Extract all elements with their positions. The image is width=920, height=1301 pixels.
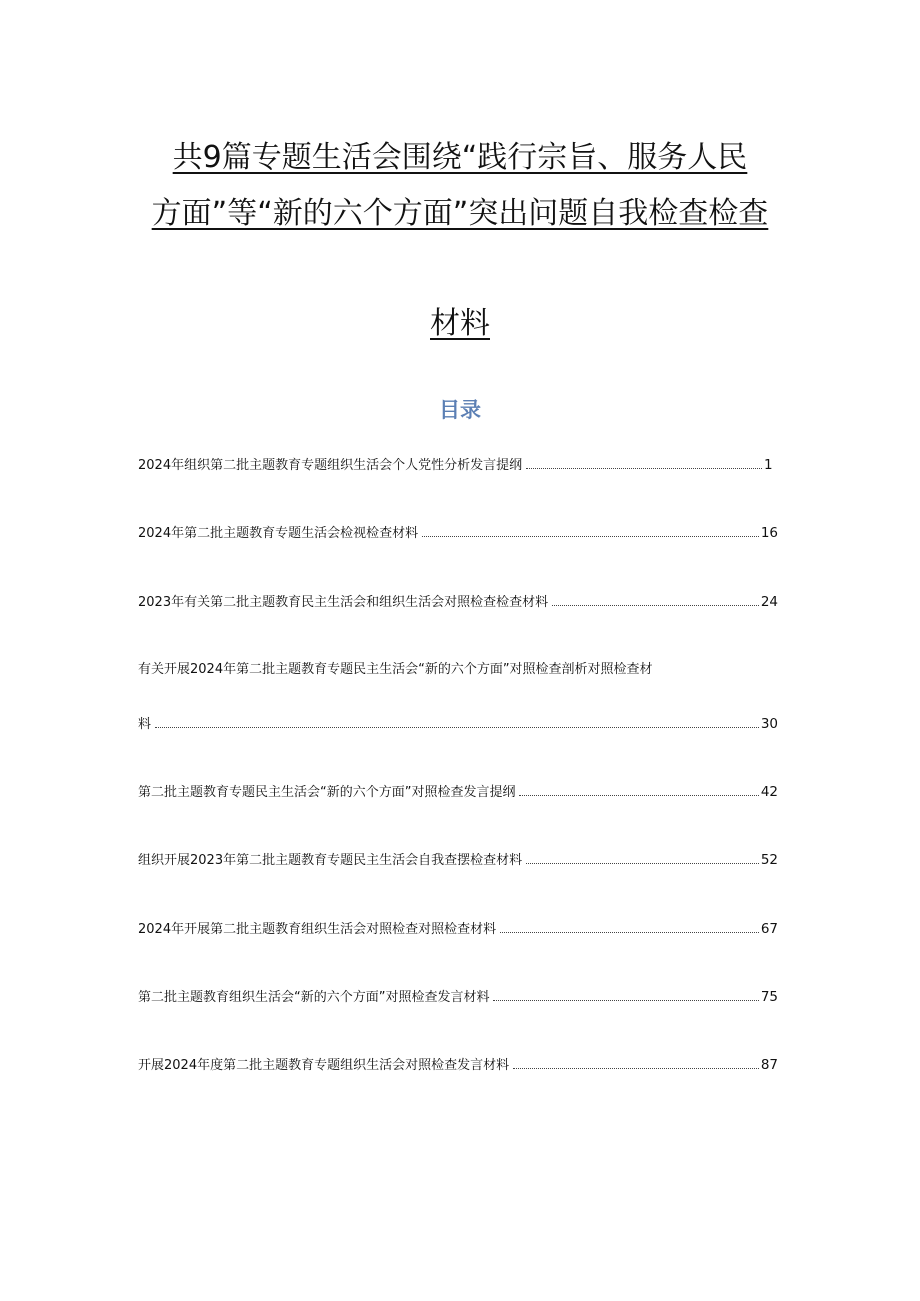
toc-entry-title: 2023年有关第二批主题教育民主生活会和组织生活会对照检查检查材料 (138, 595, 549, 610)
toc-leader-dots (552, 604, 759, 606)
document-title-line-1: 共9篇专题生活会围绕“践行宗旨、服务人民 (172, 140, 748, 175)
toc-entry-page: 1 (764, 457, 773, 473)
toc-leader-dots (513, 1067, 759, 1069)
toc-leader-dots (493, 999, 758, 1001)
toc-leader-dots (526, 467, 762, 469)
toc-entry-title: 第二批主题教育专题民主生活会“新的六个方面”对照检查发言提纲 (138, 785, 516, 800)
toc-entry-page: 87 (760, 1057, 778, 1073)
toc-entry[interactable] (138, 783, 778, 802)
toc-entry[interactable] (138, 661, 778, 734)
toc-leader-dots (526, 862, 759, 864)
toc-entry-page: 24 (760, 594, 778, 610)
toc-entry-page: 16 (760, 525, 778, 541)
toc-leader-dots (519, 794, 758, 796)
toc-entry-title: 2024年第二批主题教育专题生活会检视检查材料 (138, 526, 419, 541)
toc-entry-page: 52 (760, 852, 778, 868)
toc-entry-page: 30 (760, 716, 778, 732)
toc-entry[interactable] (138, 920, 778, 939)
document-title-line-2: 方面”等“新的六个方面”突出问题自我检查检查 (151, 196, 769, 231)
toc-entry-title: 第二批主题教育组织生活会“新的六个方面”对照检查发言材料 (138, 990, 490, 1005)
toc-entry-title: 2024年组织第二批主题教育专题组织生活会个人党性分析发言提纲 (138, 458, 523, 473)
toc-heading: 目录 (439, 398, 481, 422)
toc-entry[interactable] (138, 851, 778, 870)
toc-entry[interactable] (138, 456, 778, 475)
toc-leader-dots (155, 726, 759, 728)
toc-entry-title: 开展2024年度第二批主题教育专题组织生活会对照检查发言材料 (138, 1058, 510, 1073)
toc-entry-page: 75 (760, 989, 778, 1005)
toc-entry-title: 2024年开展第二批主题教育组织生活会对照检查对照检查材料 (138, 922, 497, 937)
toc-entry-title-first-line: 有关开展2024年第二批主题教育专题民主生活会“新的六个方面”对照检查剖析对照检查材 (138, 662, 653, 677)
toc-entry-page: 42 (760, 784, 778, 800)
toc-entry[interactable] (138, 1056, 778, 1075)
toc-leader-dots (500, 931, 759, 933)
toc-entry-title: 料 (138, 717, 152, 732)
toc-entry[interactable] (138, 524, 778, 543)
toc-leader-dots (422, 535, 759, 537)
toc-entry[interactable] (138, 988, 778, 1007)
toc-entry-page: 67 (760, 921, 778, 937)
document-title-line-3: 材料 (430, 306, 490, 341)
toc-entry[interactable] (138, 593, 778, 612)
toc-entry-title: 组织开展2023年第二批主题教育专题民主生活会自我查摆检查材料 (138, 853, 523, 868)
